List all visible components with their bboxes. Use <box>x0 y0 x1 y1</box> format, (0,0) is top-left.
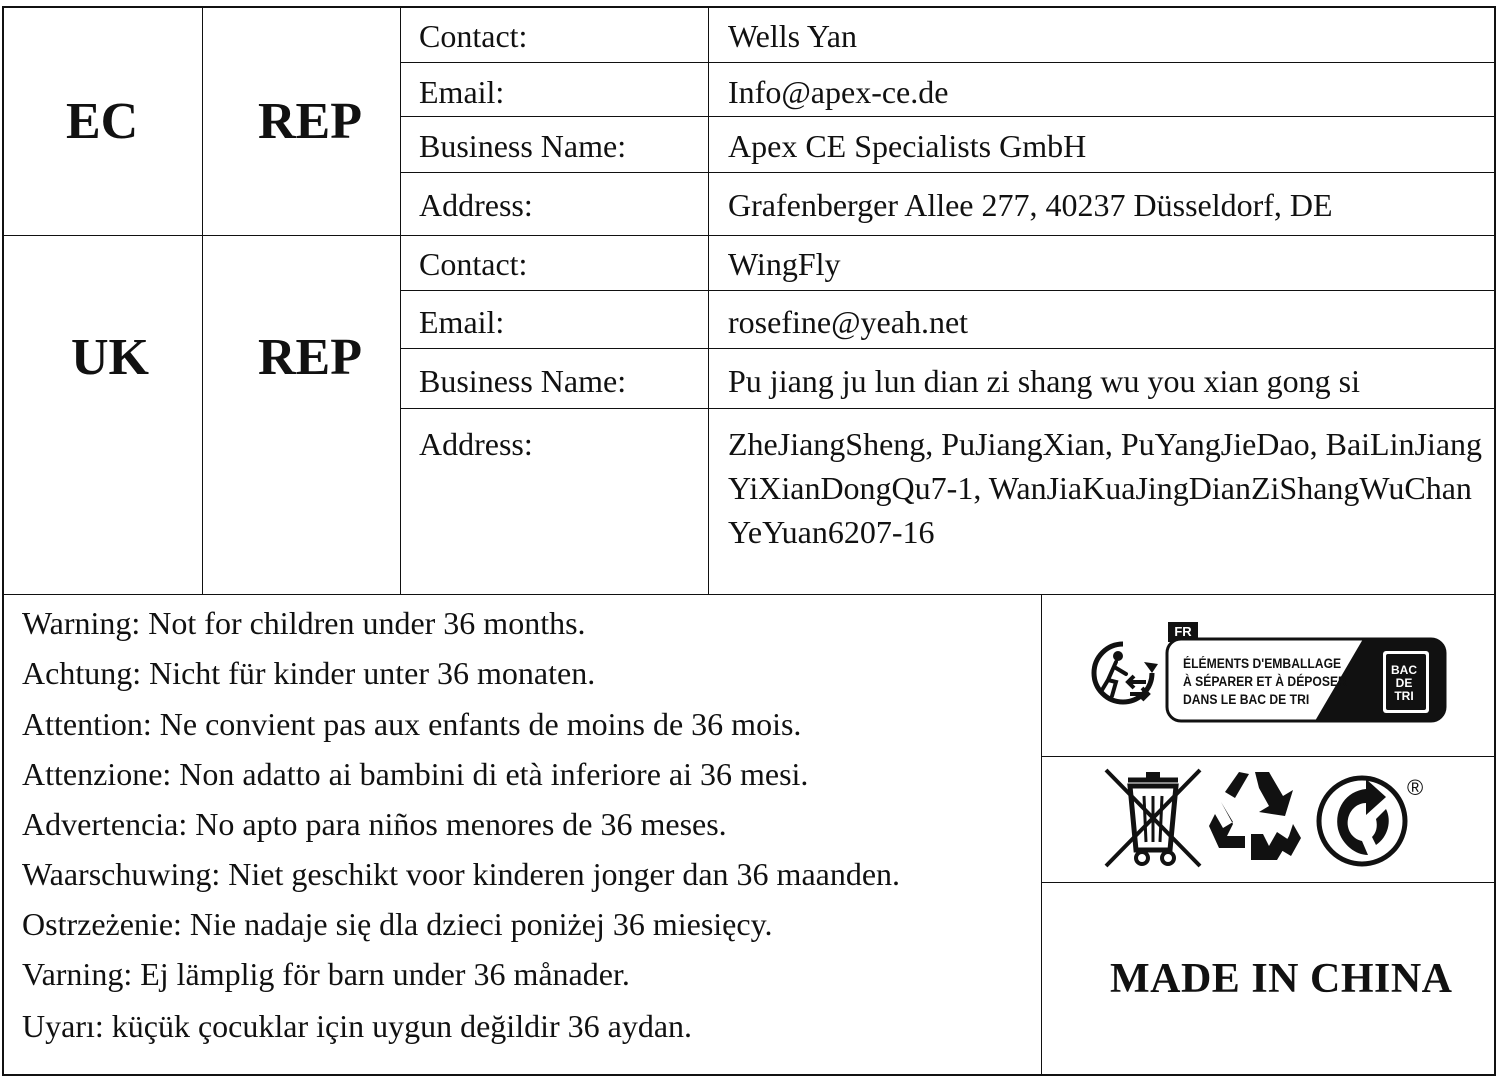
divider <box>400 408 1496 409</box>
fr-country-tag: FR <box>1168 622 1198 642</box>
divider <box>1041 756 1496 757</box>
uk-business-name-label: Business Name: <box>419 363 627 399</box>
divider <box>1041 882 1496 883</box>
ec-address-label: Address: <box>419 187 533 223</box>
ec-business-name-value: Apex CE Specialists GmbH <box>728 128 1087 164</box>
warning-text-de: Achtung: Nicht für kinder unter 36 monaten. <box>22 655 596 691</box>
bin-line-2: DE <box>1395 676 1413 690</box>
divider <box>400 172 1496 173</box>
uk-email-label: Email: <box>419 304 505 340</box>
ec-email-value: Info@apex-ce.de <box>728 74 949 110</box>
bac-de-tri-bin-label <box>1384 664 1424 703</box>
uk-rep-label: REP <box>258 329 362 386</box>
divider <box>400 6 401 595</box>
ec-contact-value: Wells Yan <box>728 18 857 54</box>
uk-business-name-value: Pu jiang ju lun dian zi shang wu you xian gong si <box>728 363 1360 399</box>
divider <box>202 6 203 595</box>
warning-text-fr: Attention: Ne convient pas aux enfants de moins de 36 mois. <box>22 706 802 742</box>
warning-text-nl: Waarschuwing: Niet geschikt voor kinderen jonger dan 36 maanden. <box>22 856 901 892</box>
uk-address-label: Address: <box>419 426 533 462</box>
uk-contact-label: Contact: <box>419 246 528 282</box>
section-divider <box>2 235 1496 236</box>
divider <box>400 116 1496 117</box>
ec-email-label: Email: <box>419 74 505 110</box>
triman-line-2: À SÉPARER ET À DÉPOSER <box>1183 674 1347 689</box>
crossed-bin-icon <box>1100 766 1206 870</box>
registered-mark: ® <box>1407 775 1424 800</box>
recycle-icon <box>1205 768 1305 864</box>
uk-contact-value: WingFly <box>728 246 841 282</box>
uk-label: UK <box>71 329 149 386</box>
made-in-label: MADE IN CHINA <box>1110 956 1453 1002</box>
triman-line-3: DANS LE BAC DE TRI <box>1183 692 1310 707</box>
ec-address-value: Grafenberger Allee 277, 40237 Düsseldorf, DE <box>728 187 1333 223</box>
ec-label: EC <box>66 93 139 150</box>
triman-icon <box>1088 638 1158 708</box>
uk-email-value: rosefine@yeah.net <box>728 304 969 340</box>
ec-rep-label: REP <box>258 93 362 150</box>
warning-text-pl: Ostrzeżenie: Nie nadaje się dla dzieci poniżej 36 miesięcy. <box>22 906 773 942</box>
section-divider <box>2 594 1496 595</box>
triman-line-1: ÉLÉMENTS D'EMBALLAGE <box>1183 656 1342 671</box>
ec-contact-label: Contact: <box>419 18 528 54</box>
divider <box>400 348 1496 349</box>
warning-text-en: Warning: Not for children under 36 months. <box>22 605 586 641</box>
green-dot-icon <box>1316 775 1408 867</box>
triman-instructions <box>1183 655 1347 709</box>
bin-line-3: TRI <box>1394 689 1414 703</box>
warning-text-es: Advertencia: No apto para niños menores de 36 meses. <box>22 806 727 842</box>
divider <box>400 290 1496 291</box>
warning-text-it: Attenzione: Non adatto ai bambini di età inferiore ai 36 mesi. <box>22 756 809 792</box>
uk-address-value: ZheJiangSheng, PuJiangXian, PuYangJieDao, BaiLinJiangYiXianDongQu7-1, WanJiaKuaJingDianZiShangWuChanYeYuan6207-16 <box>728 426 1483 550</box>
ec-business-name-label: Business Name: <box>419 128 627 164</box>
divider <box>1041 594 1042 1076</box>
divider <box>708 6 709 595</box>
warning-text-tr: Uyarı: küçük çocuklar için uygun değildir 36 aydan. <box>22 1008 693 1044</box>
warning-text-sv: Varning: Ej lämplig för barn under 36 månader. <box>22 956 630 992</box>
bin-line-1: BAC <box>1391 663 1417 677</box>
divider <box>400 62 1496 63</box>
